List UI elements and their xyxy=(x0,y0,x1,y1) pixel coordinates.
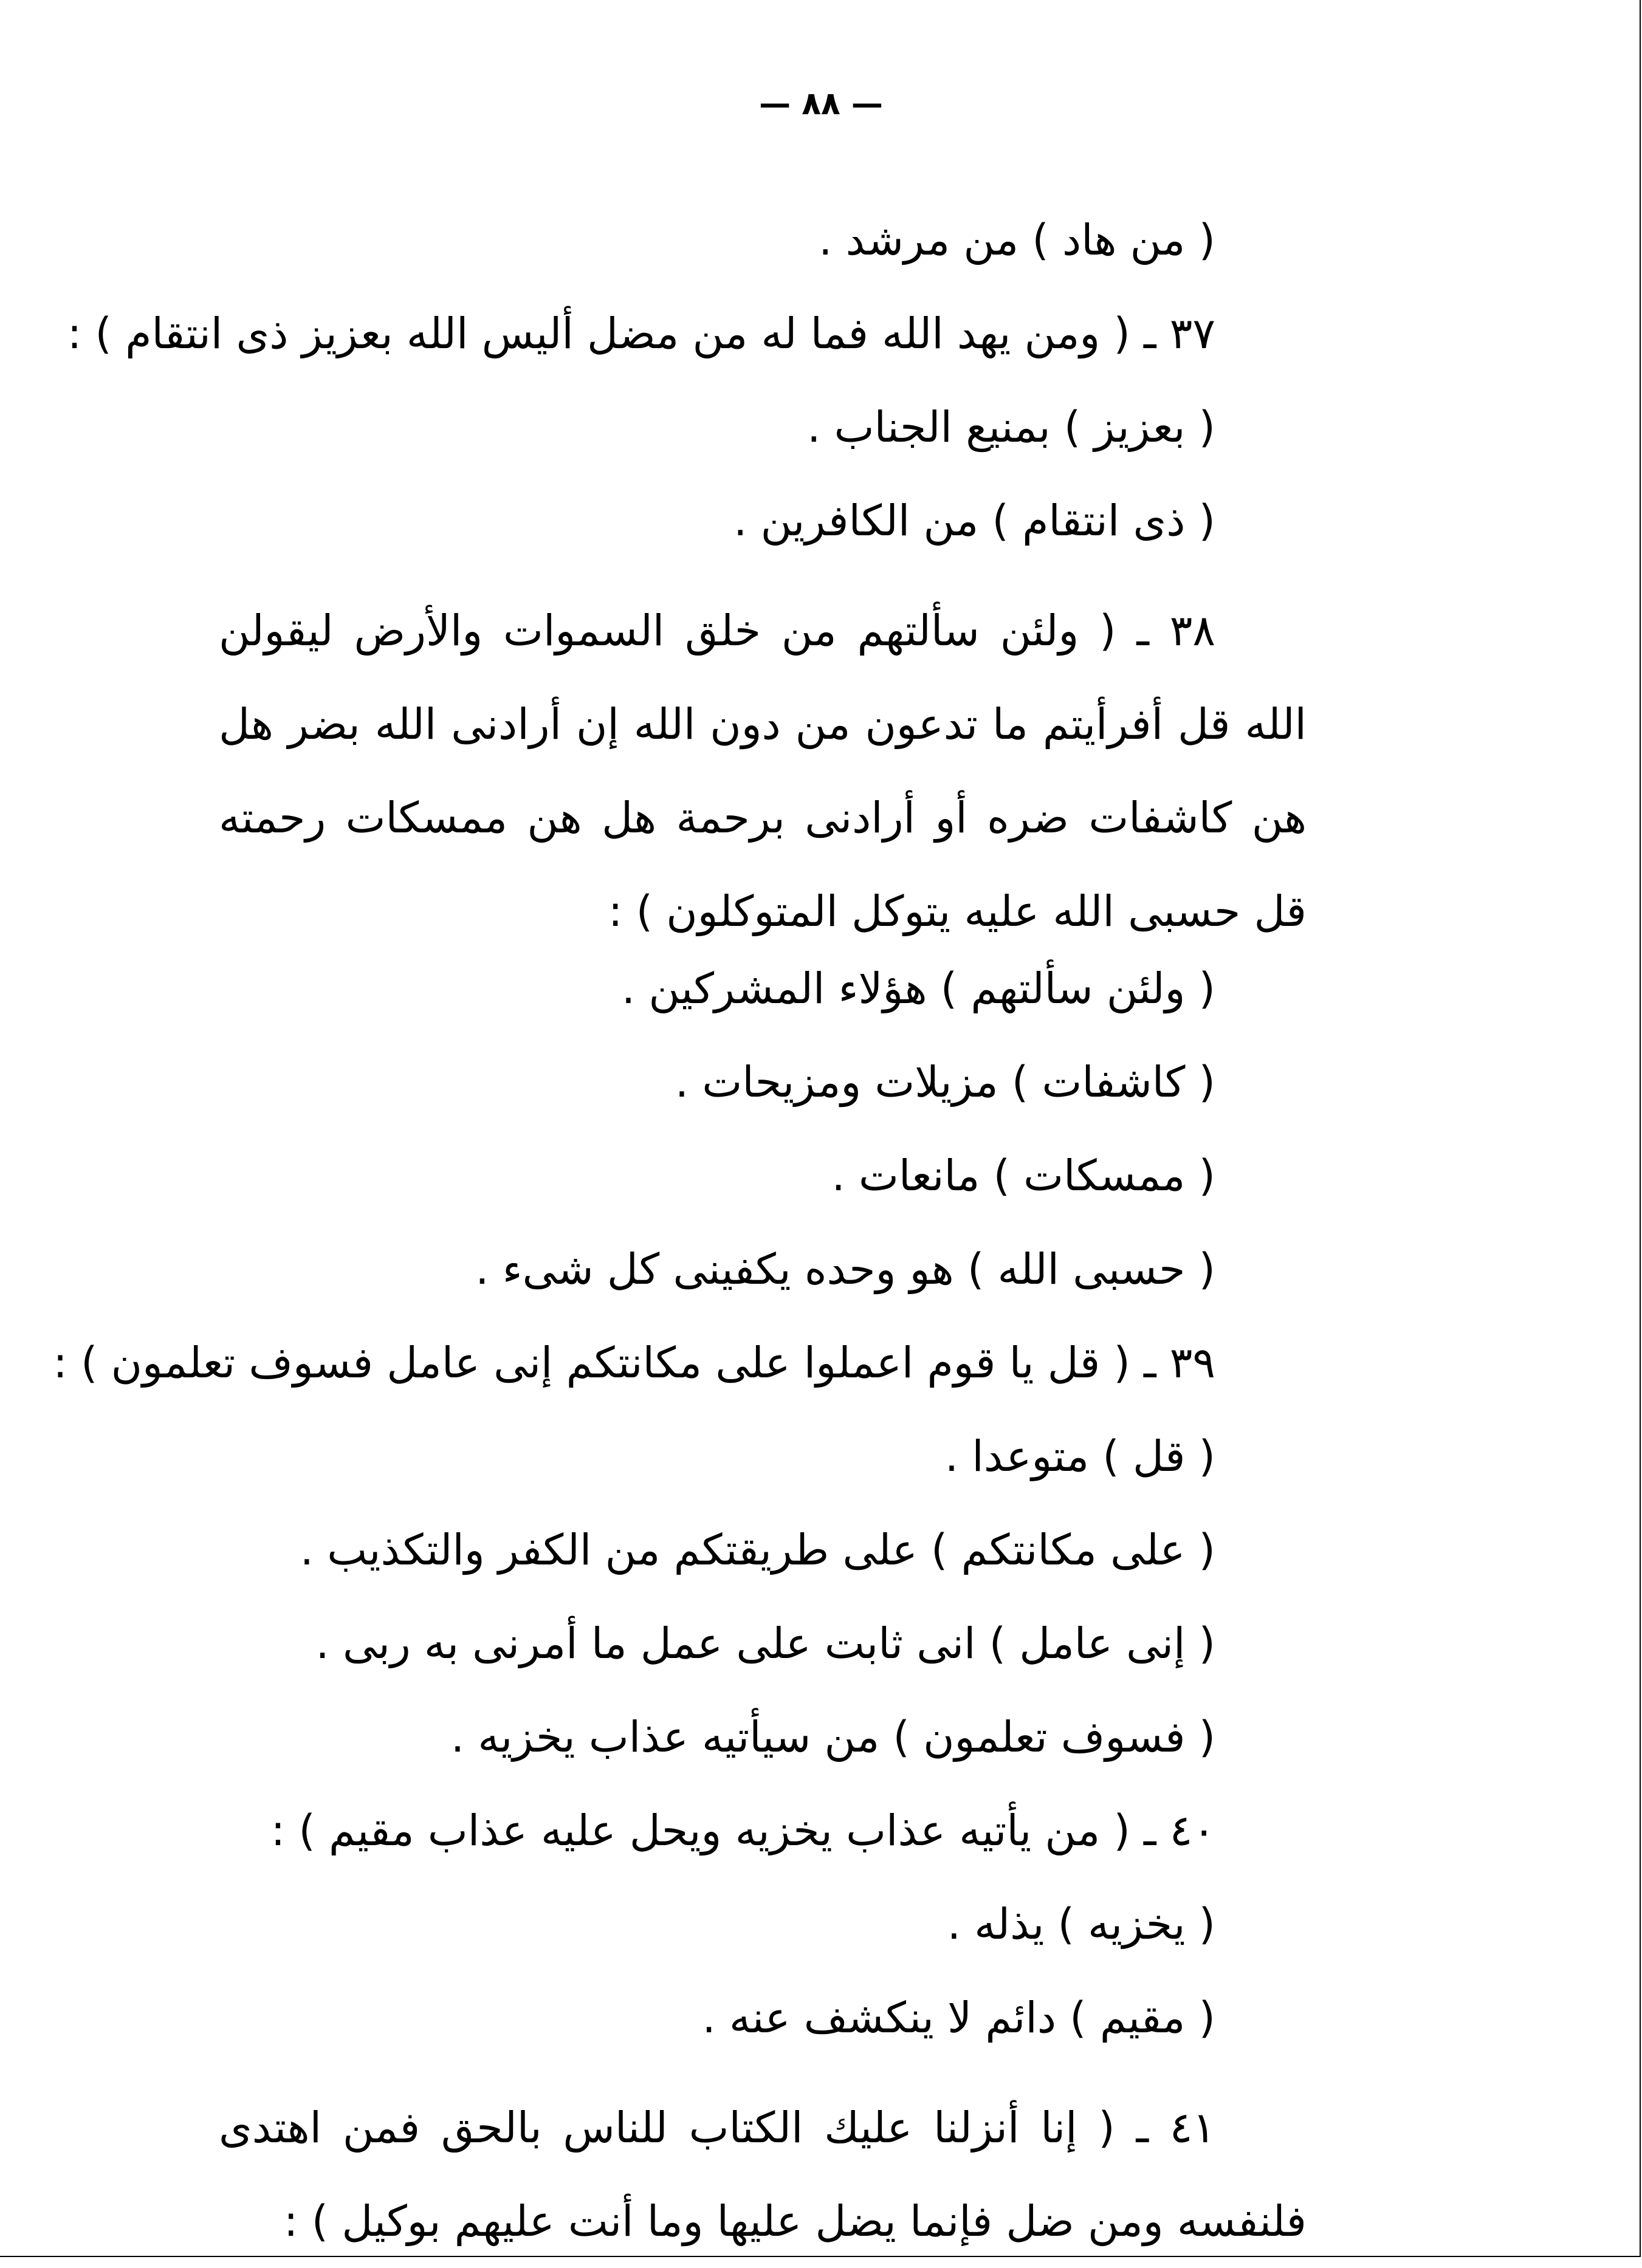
gloss-line: ( مقيم ) دائم لا ينكشف عنه . xyxy=(702,1993,1215,2043)
verse-paragraph: ٤١ ـ ( إنا أنزلنا عليك الكتاب للناس بالحق فمن اهتدى فلنفسه ومن ضل فإنما يضل عليها وما أنت عليهم بوكيل ) : xyxy=(219,2103,1307,2246)
gloss-line: ( بعزيز ) بمنيع الجناب . xyxy=(807,402,1215,452)
verse-paragraph: ٣٨ ـ ( ولئن سألتهم من خلق السموات والأرض ليقولن الله قل أفرأيتم ما تدعون من دون الله إن أرادنى الله بضر هل هن كاشفات ضره أو أرادنى برحمة هل هن ممسكات رحمته قل حسبى الله عليه يتوكل المتوكلون ) : xyxy=(219,606,1307,936)
verse-line: ٣٧ ـ ( ومن يهد الله فما له من مضل أليس الله بعزيز ذى انتقام ) : xyxy=(67,309,1215,358)
text-block xyxy=(53,210,1307,2268)
verse-line: ٣٩ ـ ( قل يا قوم اعملوا على مكانتكم إنى عامل فسوف تعلمون ) : xyxy=(53,1338,1215,1388)
gloss-line: ( ممسكات ) مانعات . xyxy=(831,1151,1215,1201)
verse-line: ٤٠ ـ ( من يأتيه عذاب يخزيه ويحل عليه عذاب مقيم ) : xyxy=(270,1806,1215,1855)
page-number: — ٨٨ — xyxy=(759,86,883,122)
gloss-line: ( يخزيه ) يذله . xyxy=(947,1899,1215,1949)
gloss-line: ( حسبى الله ) هو وحده يكفينى كل شىء . xyxy=(475,1244,1215,1294)
gloss-line: ( ولئن سألتهم ) هؤلاء المشركين . xyxy=(621,964,1215,1013)
gloss-line: ( كاشفات ) مزيلات ومزيحات . xyxy=(675,1057,1215,1107)
gloss-line: ( على مكانتكم ) على طريقتكم من الكفر والتكذيب . xyxy=(300,1525,1215,1575)
gloss-line: ( ذى انتقام ) من الكافرين . xyxy=(733,496,1215,546)
gloss-line: ( فسوف تعلمون ) من سيأتيه عذاب يخزيه . xyxy=(450,1712,1215,1762)
gloss-line: ( من هاد ) من مرشد . xyxy=(819,215,1215,265)
gloss-line: ( قل ) متوعدا . xyxy=(944,1431,1215,1481)
gloss-line: ( إنى عامل ) انى ثابت على عمل ما أمرنى به ربى . xyxy=(315,1619,1215,1668)
